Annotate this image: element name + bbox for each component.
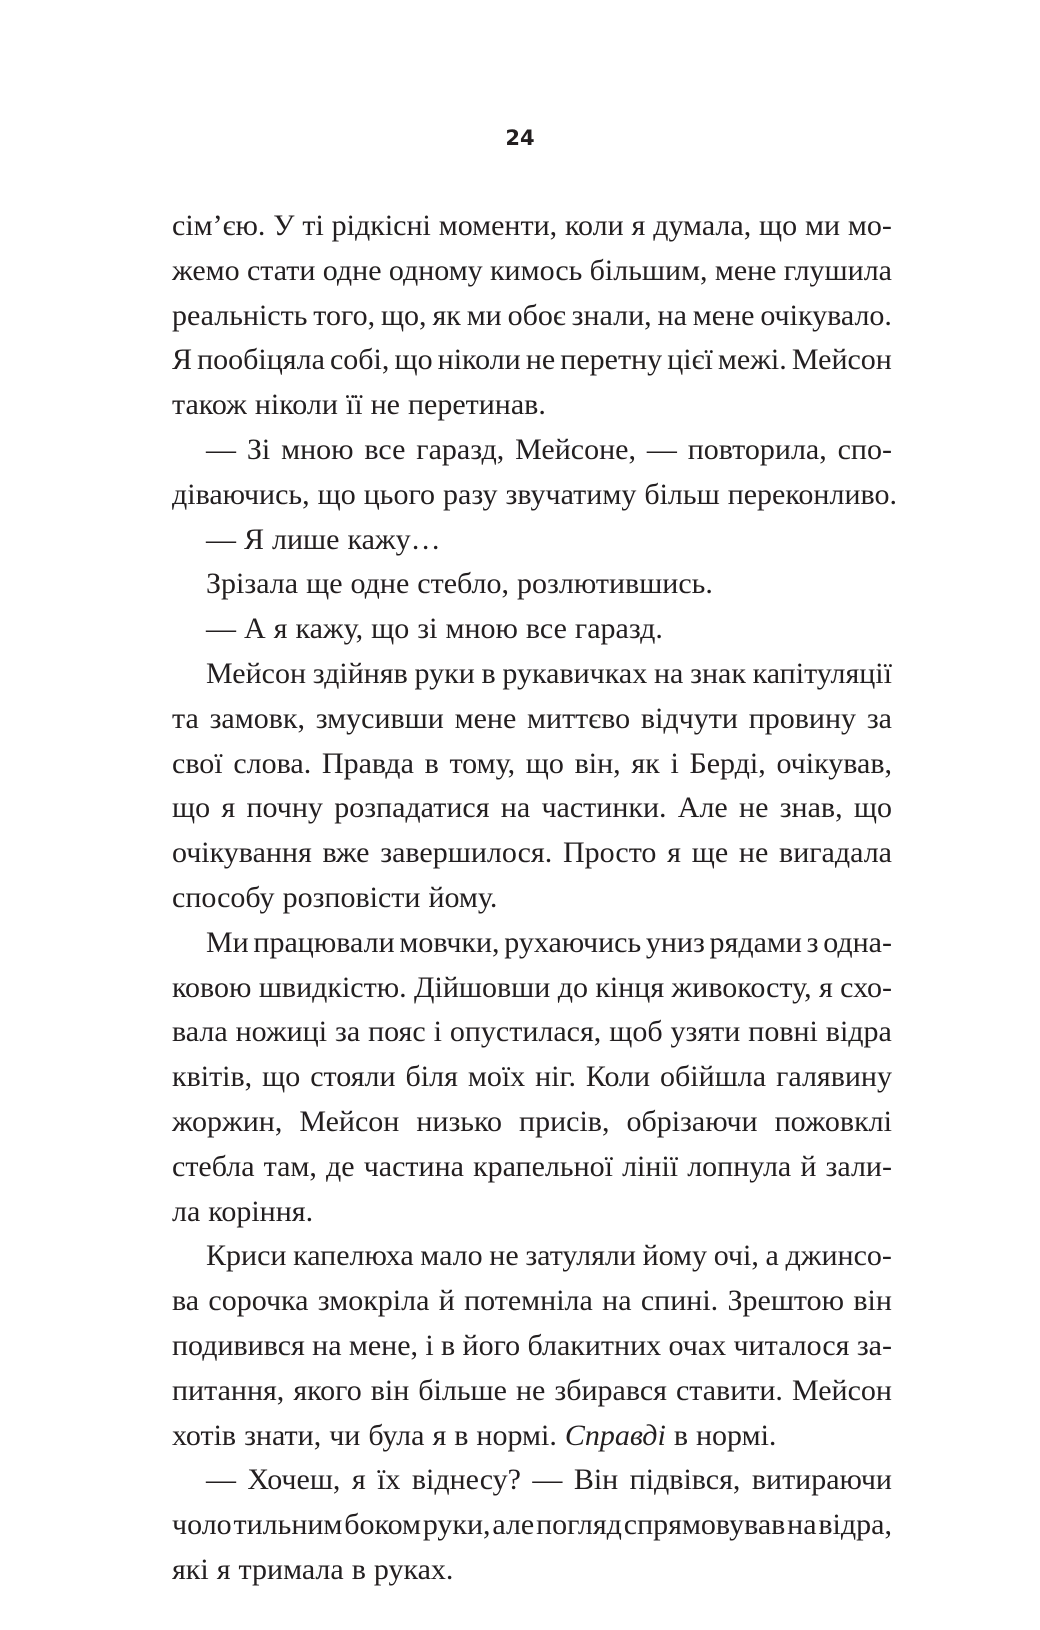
text-line: які я тримала в руках. — [172, 1552, 454, 1586]
text-line: квітів, що стояли біля моїх ніг. Коли обійшла галявину — [172, 1060, 892, 1094]
text-line: що я почну розпадатися на частинки. Але не знав, що — [172, 791, 892, 825]
text-line: Криси капелюха мало не затуляли йому очі, а джинсо- — [206, 1239, 892, 1273]
text-line: діваючись, що цього разу звучатиму більш переконливо. — [172, 477, 897, 511]
text-line: — Я лише кажу… — [206, 522, 441, 556]
text-line: сім’єю. У ті рідкісні моменти, коли я думала, що ми мо- — [172, 209, 892, 242]
text-line: Я пообіцяла собі, що ніколи не перетну цієї межі. Мейсон — [172, 343, 892, 377]
text-line: реальність того, що, як ми обоє знали, на мене очікувало. — [172, 298, 892, 332]
text-line: хотів знати, чи була я в нормі. Справді в нормі. — [172, 1418, 777, 1452]
text-line: питання, якого він більше не збирався ставити. Мейсон — [172, 1373, 892, 1407]
text-line: — Зі мною все гаразд, Мейсоне, — повторила, спо- — [206, 432, 892, 466]
text-line: жемо стати одне одному кимось більшим, мене глушила — [172, 253, 892, 287]
text-line: свої слова. Правда в тому, що він, як і Берді, очікував, — [172, 746, 892, 780]
text-line: чоло тильним боком руки, але погляд спрямовував на відра, — [172, 1508, 892, 1542]
text-line: очікування вже завершилося. Просто я ще не вигадала — [172, 836, 892, 870]
text-line: стебла там, де частина крапельної лінії лопнула й зали- — [172, 1149, 892, 1183]
text-line: способу розповісти йому. — [172, 880, 498, 914]
text-line: подивився на мене, і в його блакитних очах читалося за- — [172, 1328, 892, 1362]
text-line: ла коріння. — [172, 1194, 314, 1228]
text-line: Зрізала ще одне стебло, розлютившись. — [206, 567, 713, 601]
text-line: Мейсон здійняв руки в рукавичках на знак капітуляції — [206, 656, 892, 690]
body-text — [172, 204, 897, 1593]
text-line: також ніколи її не перетинав. — [172, 388, 546, 422]
text-line: ковою швидкістю. Дійшовши до кінця живокосту, я схо- — [172, 970, 892, 1004]
page-number: 24 — [505, 126, 535, 150]
text-line: Ми працювали мовчки, рухаючись униз рядами з одна- — [206, 925, 892, 959]
text-line: вала ножиці за пояс і опустилася, щоб узяти повні відра — [172, 1015, 892, 1049]
text-line: — А я кажу, що зі мною все гаразд. — [206, 612, 663, 646]
text-line: та замовк, змусивши мене миттєво відчути провину за — [172, 701, 892, 735]
text-line: — Хочеш, я їх віднесу? — Він підвівся, витираючи — [206, 1463, 892, 1497]
text-line: ва сорочка змокріла й потемніла на спині. Зрештою він — [172, 1284, 892, 1318]
text-line: жоржин, Мейсон низько присів, обрізаючи пожовклі — [172, 1104, 892, 1138]
